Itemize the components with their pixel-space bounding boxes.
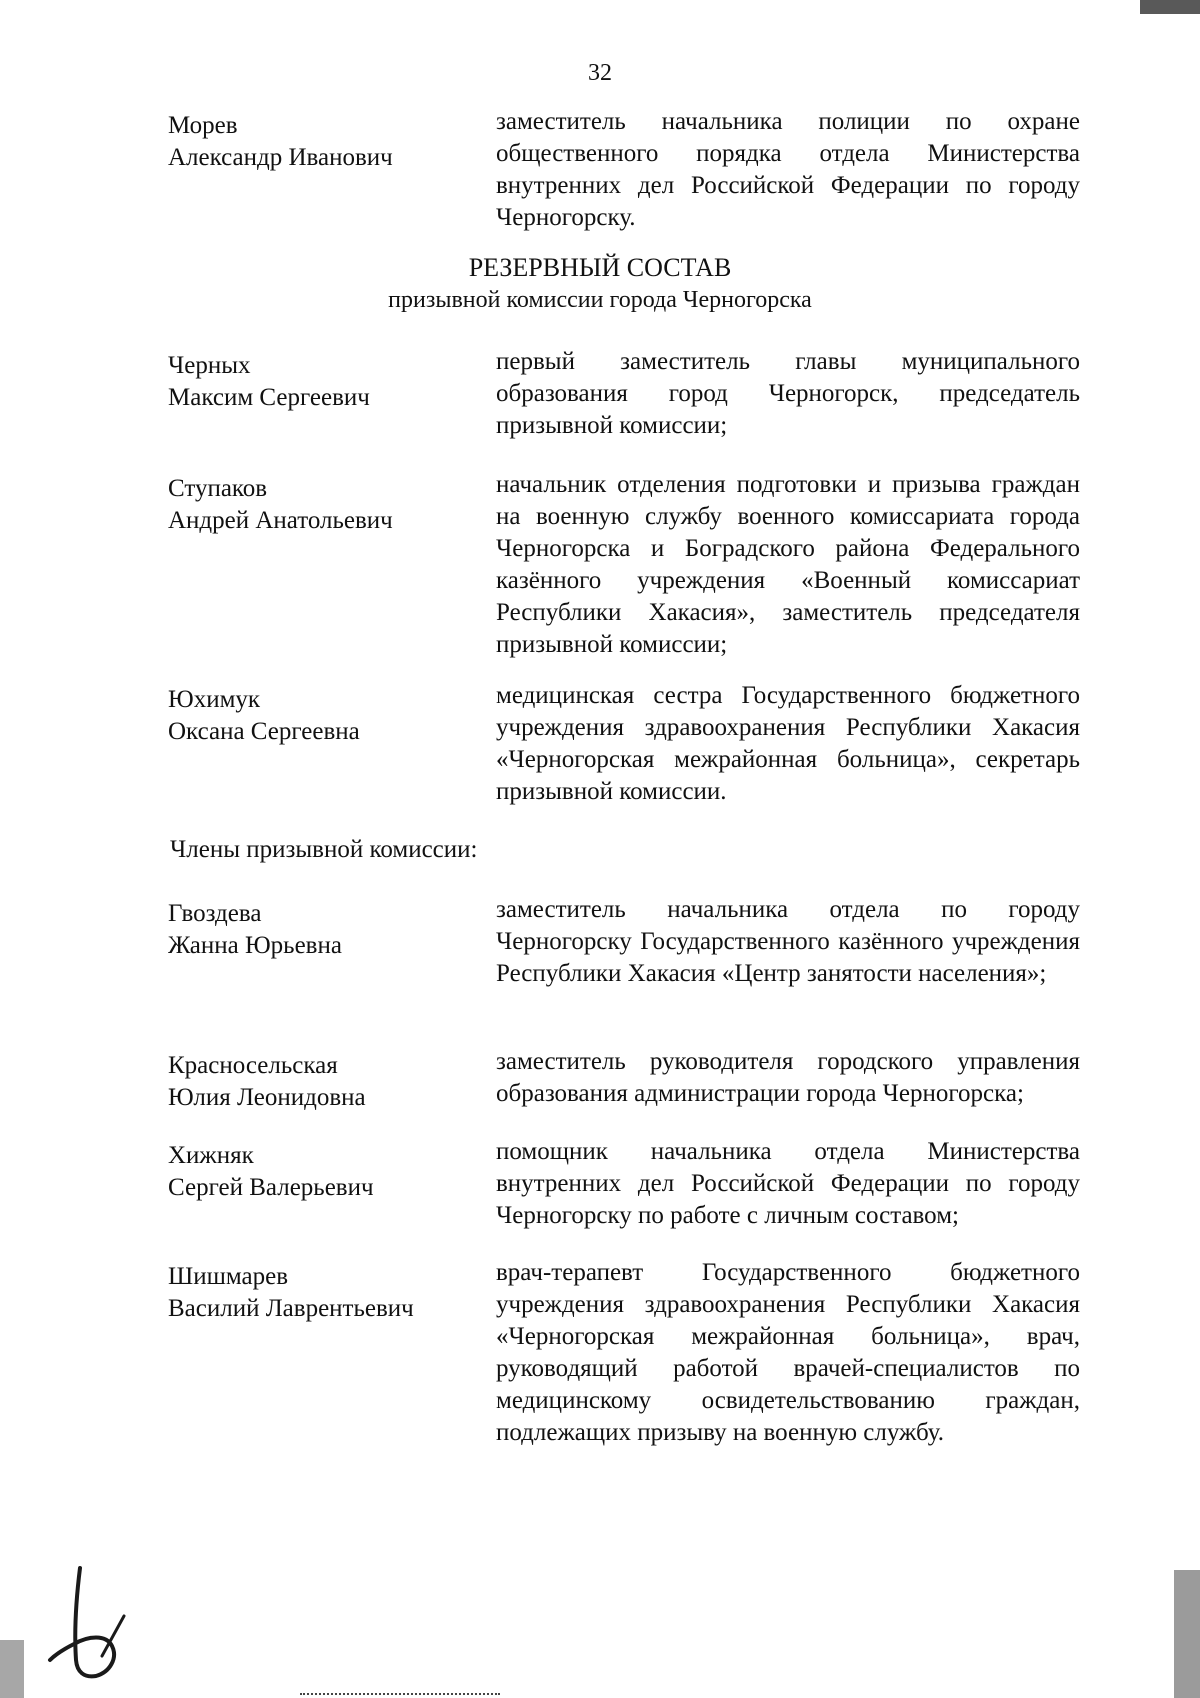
page-number: 32	[588, 60, 612, 86]
entry-surname: Шишмарев	[168, 1263, 288, 1290]
entry-khizhnyak	[168, 1136, 1080, 1232]
entry-shishmarev	[168, 1257, 1080, 1449]
entry-name	[168, 1046, 496, 1114]
entry-name	[168, 346, 496, 442]
entry-surname: Юхимук	[168, 686, 261, 713]
entry-name	[168, 1136, 496, 1232]
scan-artifact-bottom-right	[1174, 1570, 1200, 1698]
entry-stupakov	[168, 469, 1080, 661]
entry-chernykh	[168, 346, 1080, 442]
entry-surname: Хижняк	[168, 1142, 254, 1169]
entry-name	[168, 469, 496, 661]
entry-given-names: Андрей Анатольевич	[168, 507, 393, 534]
entry-role: медицинская сестра Государственного бюджетного учреждения здравоохранения Республики Хакасия «Черногорская межрайонная больница», секретарь призывной комиссии.	[496, 682, 1080, 805]
entry-name	[168, 1257, 496, 1449]
entry-given-names: Александр Иванович	[168, 144, 393, 171]
entry-surname: Ступаков	[168, 475, 268, 502]
reserve-title: РЕЗЕРВНЫЙ СОСТАВ	[468, 253, 732, 282]
entry-role: врач-терапевт Государственного бюджетного учреждения здравоохранения Республики Хакасия «Черногорская межрайонная больница», врач, руководящий работой врачей-специалистов по медицинскому освидетельствованию граждан, подлежащих призыву на военную службу.	[496, 1259, 1080, 1446]
entry-surname: Черных	[168, 352, 251, 379]
entry-given-names: Оксана Сергеевна	[168, 718, 360, 745]
entry-given-names: Максим Сергеевич	[168, 384, 370, 411]
entry-krasnoselskaya	[168, 1046, 1080, 1114]
entry-given-names: Сергей Валерьевич	[168, 1174, 374, 1201]
entry-given-names: Юлия Леонидовна	[168, 1084, 366, 1111]
reserve-heading	[0, 252, 1200, 316]
entry-yukhimuk	[168, 680, 1080, 808]
entry-role: помощник начальника отдела Министерства внутренних дел Российской Федерации по городу Черногорску по работе с личным составом;	[496, 1138, 1080, 1229]
entry-role: начальник отделения подготовки и призыва граждан на военную службу военного комиссариата города Черногорска и Боградского района Федерального казённого учреждения «Военный комиссариат Республики Хакасия», заместитель председателя призывной комиссии;	[496, 471, 1080, 658]
scan-artifact-top-right	[1140, 0, 1200, 14]
bottom-dotted-line	[300, 1693, 500, 1697]
entry-given-names: Василий Лаврентьевич	[168, 1295, 414, 1322]
entry-role: заместитель начальника отдела по городу Черногорску Государственного казённого учреждения Республики Хакасия «Центр занятости населения»;	[496, 896, 1080, 987]
members-label: Члены призывной комиссии:	[170, 836, 478, 863]
entry-given-names: Жанна Юрьевна	[168, 932, 342, 959]
entry-surname: Гвоздева	[168, 900, 262, 927]
entry-gvozdeva	[168, 894, 1080, 990]
entry-morev	[168, 106, 1080, 234]
entry-role: первый заместитель главы муниципального образования город Черногорск, председатель призывной комиссии;	[496, 348, 1080, 439]
reserve-subtitle: призывной комиссии города Черногорска	[388, 287, 812, 313]
entry-name	[168, 680, 496, 808]
entry-surname: Морев	[168, 112, 238, 139]
entry-surname: Красносельская	[168, 1052, 338, 1079]
entry-role: заместитель начальника полиции по охране общественного порядка отдела Министерства внутренних дел Российской Федерации по городу Черногорску.	[496, 108, 1080, 231]
entry-name	[168, 894, 496, 990]
entry-name	[168, 106, 496, 234]
entry-role: заместитель руководителя городского управления образования администрации города Черногорска;	[496, 1048, 1080, 1107]
handwritten-initial	[40, 1560, 150, 1680]
scan-artifact-bottom-left	[0, 1640, 24, 1698]
